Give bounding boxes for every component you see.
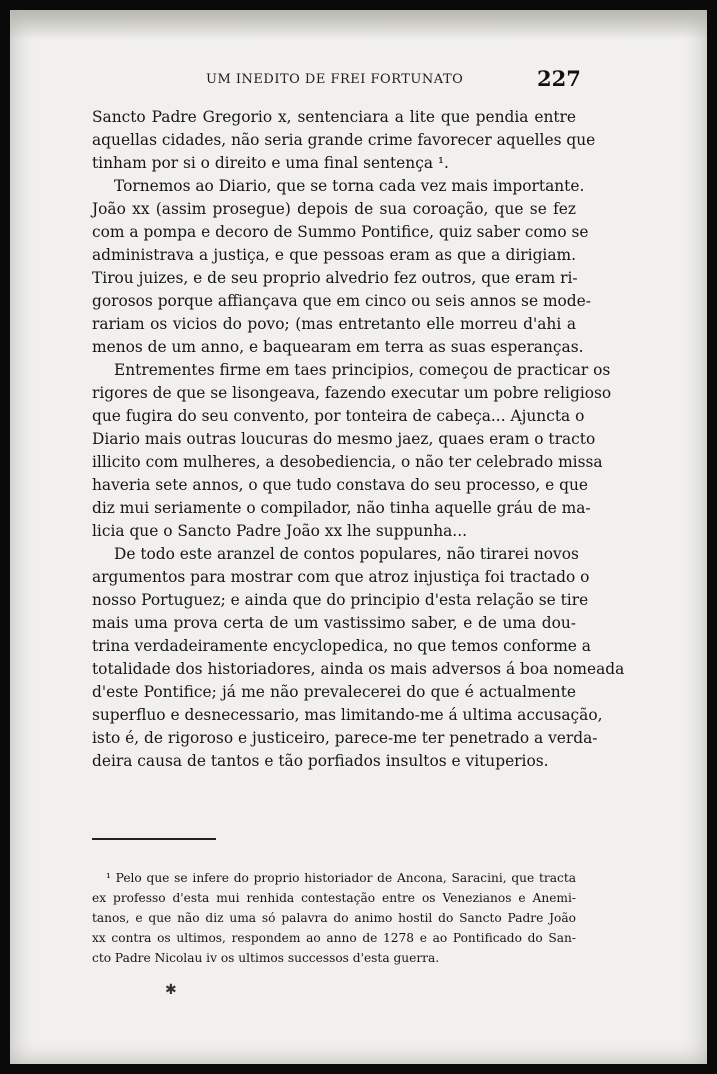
text-line: isto é, de rigoroso e justiceiro, parece-me ter penetrado a verda- [92, 729, 598, 747]
footnote-divider [92, 838, 216, 840]
paragraph-1 [92, 106, 596, 175]
page-number: 227 [537, 66, 581, 91]
footnote-line: ¹ Pelo que se infere do proprio historiador de Ancona, Saracini, que tracta [106, 871, 576, 885]
text-line: argumentos para mostrar com que atroz injustiça foi tractado o [92, 568, 590, 586]
text-line: illicito com mulheres, a desobediencia, o não ter celebrado missa [92, 453, 603, 471]
text-line: Tornemos ao Diario, que se torna cada vez mais importante. [114, 177, 585, 195]
text-line: administrava a justiça, e que pessoas eram as que a dirigiam. [92, 246, 576, 264]
text-line: Diario mais outras loucuras do mesmo jaez, quaes eram o tracto [92, 430, 596, 448]
running-title: UM INEDITO DE FREI FORTUNATO [206, 72, 464, 87]
text-line: rariam os vicios do povo; (mas entretanto elle morreu d'ahi a [92, 315, 576, 333]
text-line: mais uma prova certa de um vastissimo saber, e de uma dou- [92, 614, 576, 632]
text-line: nosso Portuguez; e ainda que do principio d'esta relação se tire [92, 591, 589, 609]
footnote-line: tanos, e que não diz uma só palavra do animo hostil do Sancto Padre João [92, 911, 576, 925]
ink-mark: ✱ [165, 982, 177, 998]
text-line: que fugira do seu convento, por tonteira de cabeça... Ajuncta o [92, 407, 585, 425]
footnote-line: xx contra os ultimos, respondem ao anno de 1278 e ao Pontificado do San- [92, 931, 576, 945]
text-line: Entrementes firme em taes principios, começou de practicar os [114, 361, 611, 379]
paragraph-3 [92, 359, 612, 543]
text-line: superfluo e desnecessario, mas limitando-me á ultima accusação, [92, 706, 603, 724]
text-line: gorosos porque affiançava que em cinco ou seis annos se mode- [92, 292, 591, 310]
text-line: aquellas cidades, não seria grande crime favorecer aquelles que [92, 131, 596, 149]
main-text [92, 106, 625, 773]
text-line: totalidade dos historiadores, ainda os mais adversos á boa nomeada [92, 660, 625, 678]
book-page [10, 10, 707, 1064]
paragraph-4 [92, 543, 625, 773]
text-line: haveria sete annos, o que tudo constava do seu processo, e que [92, 476, 588, 494]
text-line: tinham por si o direito e uma final sentença ¹. [92, 154, 449, 172]
text-line: d'este Pontifice; já me não prevalecerei do que é actualmente [92, 683, 576, 701]
text-line: licia que o Sancto Padre João xx lhe suppunha... [92, 522, 467, 540]
text-line: com a pompa e decoro de Summo Pontifice, quiz saber como se [92, 223, 589, 241]
text-line: diz mui seriamente o compilador, não tinha aquelle gráu de ma- [92, 499, 591, 517]
text-line: João xx (assim prosegue) depois de sua coroação, que se fez [92, 200, 576, 218]
text-line: deira causa de tantos e tão porfiados insultos e vituperios. [92, 752, 549, 770]
text-line: Sancto Padre Gregorio x, sentenciara a lite que pendia entre [92, 108, 576, 126]
paragraph-2 [92, 175, 591, 359]
footnotes [92, 868, 576, 968]
text-line: rigores de que se lisongeava, fazendo executar um pobre religioso [92, 384, 612, 402]
text-line: menos de um anno, e baquearam em terra as suas esperanças. [92, 338, 584, 356]
footnote-line: cto Padre Nicolau iv os ultimos successos d'esta guerra. [92, 951, 440, 965]
text-line: De todo este aranzel de contos populares, não tirarei novos [114, 545, 579, 563]
text-line: trina verdadeiramente encyclopedica, no que temos conforme a [92, 637, 591, 655]
footnote-line: ex professo d'esta mui renhida contestação entre os Venezianos e Anemi- [92, 891, 576, 905]
text-line: Tirou juizes, e de seu proprio alvedrio fez outros, que eram ri- [92, 269, 578, 287]
